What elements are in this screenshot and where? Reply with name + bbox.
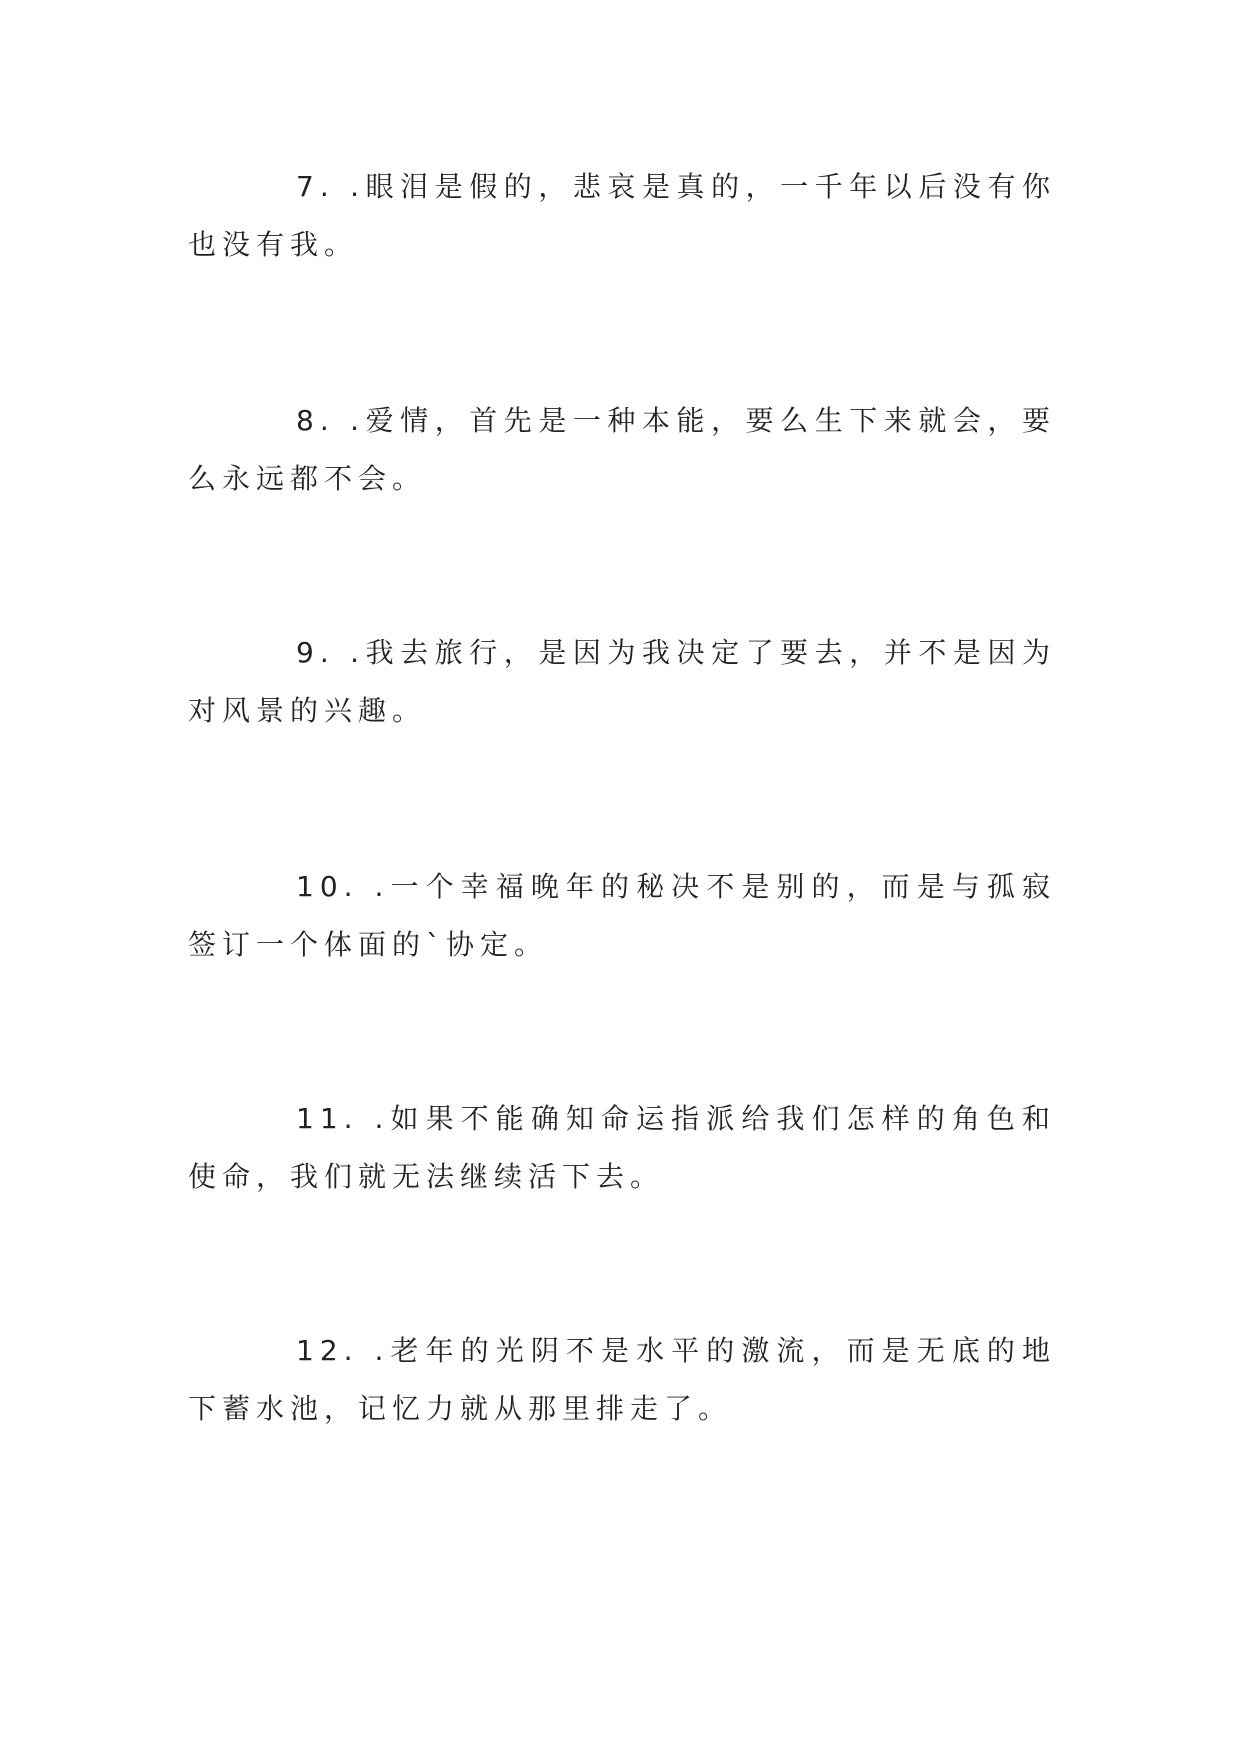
quote-paragraph-7: 7. .眼泪是假的，悲哀是真的，一千年以后没有你也没有我。 [188, 170, 1056, 261]
quote-paragraph-8: 8. .爱情，首先是一种本能，要么生下来就会，要么永远都不会。 [188, 404, 1056, 495]
quote-paragraph-12: 12. .老年的光阴不是水平的激流，而是无底的地下蓄水池，记忆力就从那里排走了。 [188, 1334, 1056, 1425]
quote-paragraph-9: 9. .我去旅行，是因为我决定了要去，并不是因为对风景的兴趣。 [188, 636, 1056, 727]
quote-paragraph-11: 11. .如果不能确知命运指派给我们怎样的角色和使命，我们就无法继续活下去。 [188, 1102, 1056, 1193]
quote-paragraph-10: 10. .一个幸福晚年的秘决不是别的，而是与孤寂签订一个体面的`协定。 [188, 870, 1056, 961]
